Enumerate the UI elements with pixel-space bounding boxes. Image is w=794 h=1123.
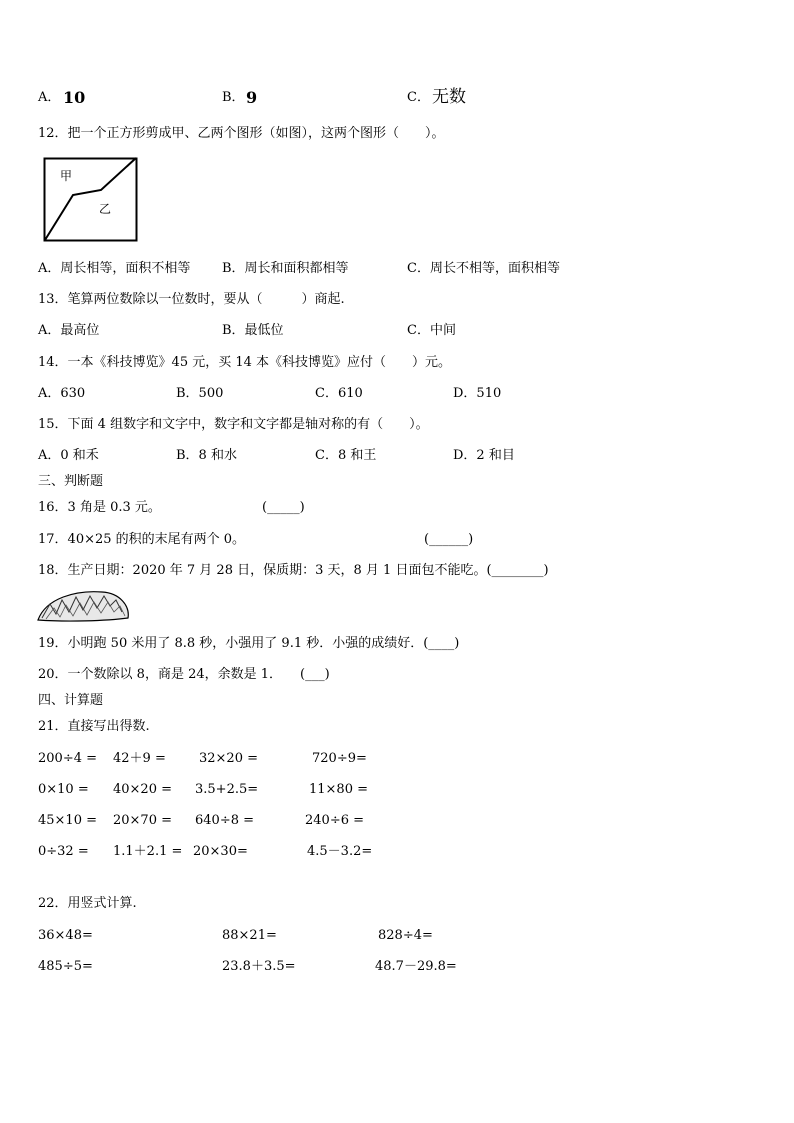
figure-label-jia: 甲 xyxy=(60,169,73,183)
q21-cell: 200÷4 = xyxy=(38,751,98,766)
q21-cell: 0÷32 = xyxy=(38,844,89,859)
q12-option-b: B．周长和面积都相等 xyxy=(222,261,349,276)
q22-cell: 23.8＋3.5= xyxy=(222,959,296,974)
q21-cell: 4.5－3.2= xyxy=(307,844,373,859)
q14-option-c: C．610 xyxy=(315,386,363,401)
q14-option-a: A．630 xyxy=(38,386,86,401)
q16-answer-blank: (_____) xyxy=(262,500,305,515)
q12-stem: 12．把一个正方形剪成甲、乙两个图形（如图），这两个图形（ ）。 xyxy=(38,126,445,141)
q22-cell: 48.7－29.8= xyxy=(375,959,457,974)
q22-cell: 36×48= xyxy=(38,928,93,943)
square-cut-figure xyxy=(43,157,139,243)
q19-stem: 19．小明跑 50 米用了 8.8 秒，小强用了 9.1 秒．小强的成绩好．(____) xyxy=(38,636,460,651)
q15-stem: 15．下面 4 组数字和文字中，数字和文字都是轴对称的有（ ）。 xyxy=(38,417,429,432)
q15-option-d: D．2 和目 xyxy=(453,448,515,463)
q14-option-b: B．500 xyxy=(176,386,224,401)
q12-option-c: C．周长不相等，面积相等 xyxy=(407,261,560,276)
q22-cell: 485÷5= xyxy=(38,959,93,974)
q21-cell: 720÷9= xyxy=(312,751,367,766)
q13-stem: 13．笔算两位数除以一位数时，要从（ ）商起. xyxy=(38,292,345,307)
q11-option-c-value: 无数 xyxy=(432,87,466,107)
q21-cell: 42＋9 = xyxy=(113,751,166,766)
q21-cell: 32×20 = xyxy=(199,751,259,766)
q11-option-b-letter: B． xyxy=(222,90,245,105)
q11-option-b-value: 9 xyxy=(246,88,258,107)
section-calculation-heading: 四、计算题 xyxy=(38,693,104,708)
q13-option-b: B．最低位 xyxy=(222,323,284,338)
q15-option-a: A．0 和禾 xyxy=(38,448,99,463)
q22-cell: 828÷4= xyxy=(378,928,433,943)
q21-cell: 1.1＋2.1 = xyxy=(113,844,183,859)
section-judgement-heading: 三、判断题 xyxy=(38,474,104,489)
q21-cell: 45×10 = xyxy=(38,813,98,828)
q13-option-c: C．中间 xyxy=(407,323,456,338)
q15-option-c: C．8 和王 xyxy=(315,448,377,463)
q11-option-c-letter: C． xyxy=(407,90,430,105)
q14-option-d: D．510 xyxy=(453,386,502,401)
q15-option-b: B．8 和水 xyxy=(176,448,237,463)
q13-option-a: A．最高位 xyxy=(38,323,100,338)
q21-cell: 640÷8 = xyxy=(195,813,255,828)
figure-label-yi: 乙 xyxy=(99,202,112,216)
q21-cell: 20×30= xyxy=(193,844,248,859)
q20-answer-blank: (___) xyxy=(300,667,330,682)
q21-cell: 20×70 = xyxy=(113,813,173,828)
q18-stem: 18．生产日期：2020 年 7 月 28 日，保质期：3 天，8 月 1 日面包不能吃。(________) xyxy=(38,563,549,578)
q22-stem: 22．用竖式计算. xyxy=(38,896,137,911)
q21-stem: 21．直接写出得数. xyxy=(38,719,150,734)
q12-option-a: A．周长相等，面积不相等 xyxy=(38,261,191,276)
q21-cell: 240÷6 = xyxy=(305,813,365,828)
q11-option-a-value: 10 xyxy=(63,88,86,107)
q21-cell: 0×10 = xyxy=(38,782,89,797)
q22-cell: 88×21= xyxy=(222,928,277,943)
q20-stem: 20．一个数除以 8，商是 24，余数是 1． xyxy=(38,667,283,682)
q11-option-a-letter: A． xyxy=(38,90,61,105)
q21-cell: 40×20 = xyxy=(113,782,173,797)
q21-cell: 11×80 = xyxy=(309,782,369,797)
bread-image xyxy=(36,588,132,624)
q17-stem: 17．40×25 的积的末尾有两个 0。 xyxy=(38,532,246,547)
q16-stem: 16．3 角是 0.3 元。 xyxy=(38,500,161,515)
q14-stem: 14．一本《科技博览》45 元，买 14 本《科技博览》应付（ ）元。 xyxy=(38,355,452,370)
q17-answer-blank: (______) xyxy=(424,532,474,547)
q21-cell: 3.5+2.5= xyxy=(195,782,259,797)
